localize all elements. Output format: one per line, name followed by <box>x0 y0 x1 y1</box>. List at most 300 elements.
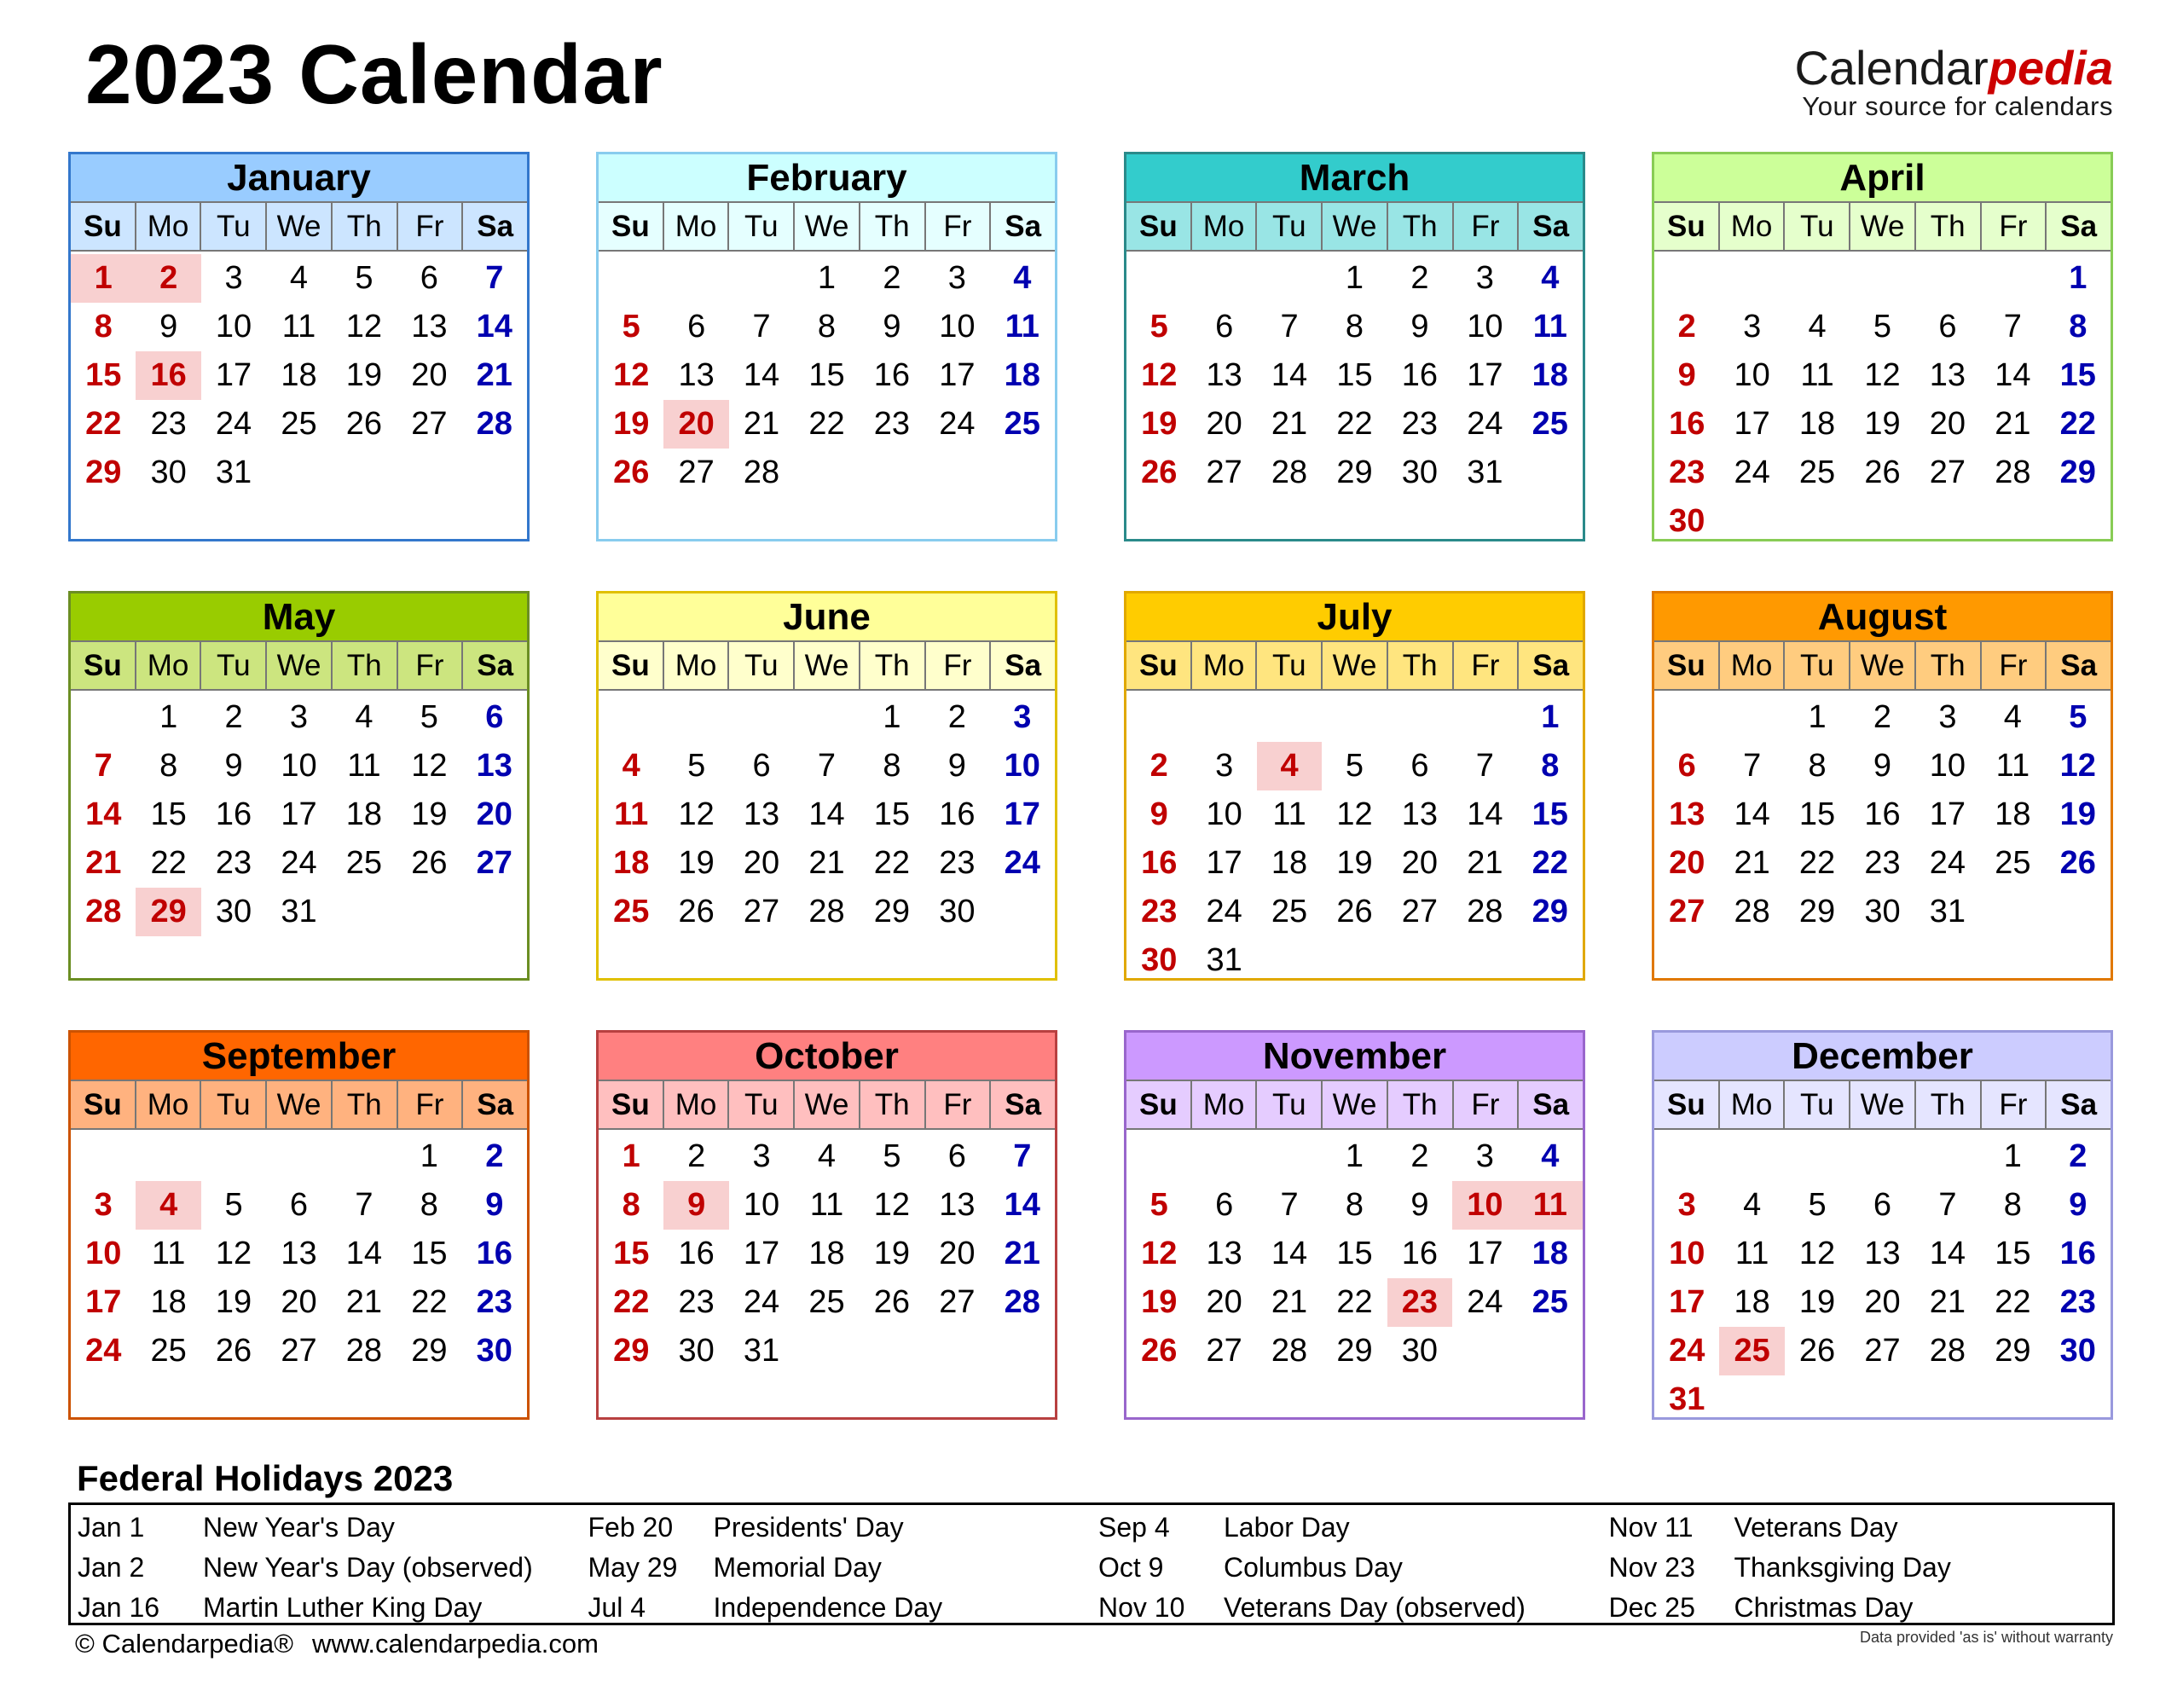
day-cell[interactable]: 31 <box>1467 455 1503 490</box>
day-cell[interactable]: 20 <box>1206 1284 1242 1320</box>
day-cell[interactable]: 13 <box>939 1187 976 1223</box>
day-cell-holiday[interactable]: 10 <box>1452 1181 1517 1230</box>
day-cell[interactable]: 16 <box>1401 1236 1439 1271</box>
day-cell[interactable]: 16 <box>1864 796 1901 832</box>
day-cell[interactable]: 21 <box>1004 1236 1040 1271</box>
day-cell[interactable]: 25 <box>1532 1284 1568 1320</box>
day-cell[interactable]: 4 <box>1013 260 1032 296</box>
day-cell[interactable]: 10 <box>1467 309 1503 344</box>
day-cell[interactable]: 15 <box>613 1236 650 1271</box>
day-cell[interactable]: 2 <box>485 1138 504 1174</box>
day-cell[interactable]: 7 <box>1013 1138 1032 1174</box>
day-cell[interactable]: 19 <box>1141 1284 1178 1320</box>
day-cell[interactable]: 3 <box>1938 699 1957 735</box>
day-cell[interactable]: 19 <box>1141 406 1178 442</box>
day-cell[interactable]: 24 <box>85 1333 122 1369</box>
day-cell[interactable]: 12 <box>411 748 448 784</box>
day-cell[interactable]: 26 <box>345 406 383 442</box>
day-cell[interactable]: 22 <box>411 1284 448 1320</box>
day-cell[interactable]: 14 <box>1004 1187 1040 1223</box>
day-cell[interactable]: 13 <box>1929 357 1966 393</box>
day-cell[interactable]: 15 <box>1995 1236 2031 1271</box>
day-cell[interactable]: 27 <box>743 894 780 929</box>
day-cell[interactable]: 30 <box>2059 1333 2096 1369</box>
brand-logo[interactable] <box>1794 41 2113 121</box>
day-cell[interactable]: 29 <box>411 1333 448 1369</box>
day-cell[interactable]: 6 <box>1677 748 1696 784</box>
day-cell[interactable]: 7 <box>2003 309 2022 344</box>
day-cell[interactable]: 13 <box>411 309 448 344</box>
day-cell[interactable]: 19 <box>678 845 715 881</box>
day-cell[interactable]: 8 <box>94 309 113 344</box>
day-cell[interactable]: 7 <box>1475 748 1494 784</box>
day-cell[interactable]: 5 <box>1149 1187 1168 1223</box>
day-cell[interactable]: 29 <box>873 894 911 929</box>
day-cell[interactable]: 4 <box>622 748 640 784</box>
day-cell[interactable]: 6 <box>947 1138 966 1174</box>
day-cell[interactable]: 14 <box>1271 1236 1308 1271</box>
day-cell[interactable]: 1 <box>817 260 837 296</box>
day-cell[interactable]: 11 <box>1800 357 1834 393</box>
day-cell[interactable]: 23 <box>678 1284 715 1320</box>
day-cell[interactable]: 15 <box>1336 1236 1373 1271</box>
day-cell[interactable]: 31 <box>281 894 317 929</box>
day-cell[interactable]: 18 <box>150 1284 187 1320</box>
day-cell[interactable]: 15 <box>85 357 122 393</box>
day-cell[interactable]: 17 <box>281 796 317 832</box>
day-cell[interactable]: 5 <box>2069 699 2087 735</box>
day-cell[interactable]: 27 <box>281 1333 317 1369</box>
day-cell[interactable]: 24 <box>1734 455 1770 490</box>
day-cell[interactable]: 17 <box>1669 1284 1705 1320</box>
day-cell[interactable]: 7 <box>1743 748 1762 784</box>
day-cell[interactable]: 25 <box>1798 455 1836 490</box>
day-cell[interactable]: 23 <box>1401 406 1439 442</box>
day-cell[interactable]: 9 <box>2069 1187 2087 1223</box>
day-cell[interactable]: 27 <box>1864 1333 1901 1369</box>
day-cell[interactable]: 27 <box>678 455 715 490</box>
day-cell[interactable]: 21 <box>1271 406 1308 442</box>
day-cell[interactable]: 11 <box>1995 748 2030 784</box>
day-cell[interactable]: 24 <box>281 845 317 881</box>
day-cell[interactable]: 10 <box>743 1187 780 1223</box>
day-cell[interactable]: 29 <box>613 1333 650 1369</box>
day-cell[interactable]: 28 <box>1929 1333 1966 1369</box>
day-cell[interactable]: 26 <box>1141 455 1178 490</box>
day-cell[interactable]: 20 <box>1206 406 1242 442</box>
day-cell[interactable]: 28 <box>1004 1284 1040 1320</box>
day-cell[interactable]: 11 <box>151 1236 186 1271</box>
day-cell[interactable]: 14 <box>808 796 845 832</box>
day-cell[interactable]: 11 <box>1532 309 1567 344</box>
day-cell[interactable]: 18 <box>808 1236 845 1271</box>
day-cell[interactable]: 1 <box>622 1138 640 1174</box>
day-cell[interactable]: 16 <box>215 796 252 832</box>
day-cell[interactable]: 23 <box>939 845 976 881</box>
day-cell-holiday[interactable]: 23 <box>1387 1278 1452 1327</box>
day-cell[interactable]: 11 <box>1734 1236 1769 1271</box>
day-cell[interactable]: 3 <box>224 260 243 296</box>
day-cell[interactable]: 24 <box>1929 845 1966 881</box>
day-cell[interactable]: 22 <box>1336 406 1373 442</box>
day-cell[interactable]: 10 <box>215 309 252 344</box>
day-cell[interactable]: 20 <box>281 1284 317 1320</box>
day-cell[interactable]: 20 <box>411 357 448 393</box>
day-cell[interactable]: 4 <box>1541 1138 1560 1174</box>
day-cell[interactable]: 28 <box>1995 455 2031 490</box>
day-cell[interactable]: 5 <box>1808 1187 1827 1223</box>
day-cell-holiday[interactable]: 25 <box>1719 1327 1784 1375</box>
day-cell[interactable]: 17 <box>1004 796 1040 832</box>
day-cell[interactable]: 4 <box>1808 309 1827 344</box>
day-cell[interactable]: 8 <box>1345 1187 1364 1223</box>
day-cell[interactable]: 24 <box>1467 406 1503 442</box>
day-cell[interactable]: 23 <box>150 406 187 442</box>
day-cell[interactable]: 13 <box>678 357 715 393</box>
day-cell[interactable]: 1 <box>1345 1138 1364 1174</box>
day-cell[interactable]: 25 <box>345 845 383 881</box>
day-cell[interactable]: 11 <box>614 796 649 832</box>
day-cell[interactable]: 2 <box>1410 260 1429 296</box>
day-cell[interactable]: 8 <box>420 1187 438 1223</box>
day-cell[interactable]: 21 <box>85 845 122 881</box>
day-cell[interactable]: 8 <box>2003 1187 2022 1223</box>
day-cell[interactable]: 22 <box>150 845 187 881</box>
day-cell[interactable]: 28 <box>85 894 122 929</box>
day-cell[interactable]: 22 <box>613 1284 650 1320</box>
day-cell[interactable]: 26 <box>873 1284 911 1320</box>
day-cell[interactable]: 12 <box>678 796 715 832</box>
day-cell[interactable]: 12 <box>345 309 383 344</box>
day-cell[interactable]: 21 <box>743 406 780 442</box>
day-cell[interactable]: 2 <box>1149 748 1168 784</box>
day-cell[interactable]: 17 <box>1929 796 1966 832</box>
day-cell-holiday[interactable]: 20 <box>663 400 728 449</box>
day-cell[interactable]: 27 <box>939 1284 976 1320</box>
day-cell[interactable]: 2 <box>224 699 243 735</box>
day-cell[interactable]: 22 <box>85 406 122 442</box>
day-cell[interactable]: 2 <box>947 699 966 735</box>
day-cell[interactable]: 26 <box>1864 455 1901 490</box>
day-cell[interactable]: 14 <box>1467 796 1503 832</box>
day-cell[interactable]: 24 <box>939 406 976 442</box>
day-cell[interactable]: 16 <box>1401 357 1439 393</box>
day-cell[interactable]: 17 <box>1467 357 1503 393</box>
day-cell[interactable]: 29 <box>1336 1333 1373 1369</box>
day-cell[interactable]: 12 <box>873 1187 911 1223</box>
day-cell[interactable]: 30 <box>215 894 252 929</box>
day-cell[interactable]: 14 <box>476 309 512 344</box>
day-cell[interactable]: 23 <box>2059 1284 2096 1320</box>
day-cell[interactable]: 21 <box>1995 406 2031 442</box>
day-cell[interactable]: 14 <box>345 1236 383 1271</box>
day-cell[interactable]: 10 <box>1669 1236 1705 1271</box>
day-cell[interactable]: 26 <box>2059 845 2096 881</box>
day-cell[interactable]: 8 <box>1808 748 1827 784</box>
day-cell[interactable]: 3 <box>1475 260 1494 296</box>
day-cell[interactable]: 8 <box>883 748 901 784</box>
day-cell[interactable]: 2 <box>1410 1138 1429 1174</box>
day-cell[interactable]: 25 <box>808 1284 845 1320</box>
day-cell-holiday[interactable]: 2 <box>136 254 200 303</box>
day-cell[interactable]: 17 <box>215 357 252 393</box>
day-cell-holiday[interactable]: 1 <box>71 254 136 303</box>
day-cell[interactable]: 30 <box>150 455 187 490</box>
day-cell[interactable]: 2 <box>687 1138 706 1174</box>
day-cell[interactable]: 26 <box>678 894 715 929</box>
day-cell[interactable]: 15 <box>411 1236 448 1271</box>
day-cell[interactable]: 7 <box>485 260 504 296</box>
day-cell[interactable]: 6 <box>687 309 706 344</box>
day-cell[interactable]: 19 <box>613 406 650 442</box>
day-cell[interactable]: 22 <box>1532 845 1568 881</box>
day-cell[interactable]: 23 <box>215 845 252 881</box>
day-cell[interactable]: 30 <box>1401 455 1439 490</box>
day-cell[interactable]: 28 <box>476 406 512 442</box>
day-cell[interactable]: 26 <box>411 845 448 881</box>
day-cell[interactable]: 30 <box>1669 503 1705 539</box>
day-cell[interactable]: 26 <box>1798 1333 1836 1369</box>
day-cell[interactable]: 27 <box>476 845 512 881</box>
day-cell[interactable]: 14 <box>85 796 122 832</box>
day-cell[interactable]: 21 <box>1271 1284 1308 1320</box>
day-cell[interactable]: 1 <box>883 699 901 735</box>
day-cell[interactable]: 14 <box>743 357 780 393</box>
day-cell[interactable]: 25 <box>1995 845 2031 881</box>
day-cell[interactable]: 5 <box>1149 309 1168 344</box>
day-cell[interactable]: 22 <box>1798 845 1836 881</box>
day-cell[interactable]: 13 <box>476 748 512 784</box>
day-cell[interactable]: 3 <box>1013 699 1032 735</box>
day-cell[interactable]: 6 <box>1873 1187 1892 1223</box>
day-cell[interactable]: 20 <box>1864 1284 1901 1320</box>
day-cell[interactable]: 6 <box>420 260 438 296</box>
day-cell[interactable]: 29 <box>85 455 122 490</box>
day-cell[interactable]: 19 <box>1798 1284 1836 1320</box>
day-cell[interactable]: 24 <box>1206 894 1242 929</box>
day-cell[interactable]: 16 <box>2059 1236 2096 1271</box>
day-cell[interactable]: 4 <box>817 1138 837 1174</box>
day-cell[interactable]: 12 <box>2059 748 2096 784</box>
day-cell[interactable]: 1 <box>2069 260 2087 296</box>
day-cell[interactable]: 27 <box>1929 455 1966 490</box>
day-cell[interactable]: 9 <box>883 309 901 344</box>
day-cell[interactable]: 8 <box>1541 748 1560 784</box>
day-cell[interactable]: 13 <box>281 1236 317 1271</box>
day-cell[interactable]: 29 <box>1995 1333 2031 1369</box>
day-cell[interactable]: 18 <box>1532 1236 1568 1271</box>
day-cell[interactable]: 18 <box>1798 406 1836 442</box>
day-cell[interactable]: 13 <box>1669 796 1705 832</box>
day-cell[interactable]: 6 <box>1215 1187 1234 1223</box>
day-cell[interactable]: 19 <box>345 357 383 393</box>
day-cell[interactable]: 13 <box>1864 1236 1901 1271</box>
day-cell[interactable]: 20 <box>1401 845 1439 881</box>
day-cell[interactable]: 28 <box>345 1333 383 1369</box>
day-cell[interactable]: 3 <box>94 1187 113 1223</box>
day-cell[interactable]: 21 <box>345 1284 383 1320</box>
day-cell[interactable]: 7 <box>752 309 771 344</box>
day-cell[interactable]: 18 <box>1532 357 1568 393</box>
day-cell[interactable]: 22 <box>873 845 911 881</box>
day-cell[interactable]: 9 <box>224 748 243 784</box>
day-cell[interactable]: 7 <box>94 748 113 784</box>
day-cell[interactable]: 31 <box>1929 894 1966 929</box>
day-cell[interactable]: 11 <box>1272 796 1306 832</box>
day-cell[interactable]: 16 <box>476 1236 512 1271</box>
day-cell[interactable]: 24 <box>1004 845 1040 881</box>
day-cell[interactable]: 9 <box>159 309 178 344</box>
day-cell[interactable]: 29 <box>2059 455 2096 490</box>
day-cell-holiday[interactable]: 16 <box>136 351 200 400</box>
day-cell[interactable]: 24 <box>215 406 252 442</box>
day-cell[interactable]: 15 <box>1336 357 1373 393</box>
day-cell[interactable]: 22 <box>808 406 845 442</box>
day-cell[interactable]: 19 <box>873 1236 911 1271</box>
day-cell[interactable]: 13 <box>1206 357 1242 393</box>
day-cell[interactable]: 3 <box>1743 309 1762 344</box>
day-cell[interactable]: 7 <box>355 1187 373 1223</box>
day-cell-holiday[interactable]: 9 <box>663 1181 728 1230</box>
day-cell[interactable]: 2 <box>2069 1138 2087 1174</box>
day-cell[interactable]: 27 <box>1401 894 1439 929</box>
day-cell[interactable]: 12 <box>1336 796 1373 832</box>
day-cell[interactable]: 19 <box>215 1284 252 1320</box>
day-cell[interactable]: 23 <box>1141 894 1178 929</box>
day-cell[interactable]: 17 <box>1206 845 1242 881</box>
day-cell[interactable]: 1 <box>1345 260 1364 296</box>
day-cell[interactable]: 13 <box>1401 796 1439 832</box>
day-cell[interactable]: 13 <box>1206 1236 1242 1271</box>
day-cell[interactable]: 1 <box>420 1138 438 1174</box>
day-cell[interactable]: 4 <box>1743 1187 1762 1223</box>
day-cell[interactable]: 8 <box>622 1187 640 1223</box>
day-cell[interactable]: 23 <box>1864 845 1901 881</box>
day-cell[interactable]: 13 <box>743 796 780 832</box>
day-cell[interactable]: 29 <box>1798 894 1836 929</box>
day-cell[interactable]: 5 <box>1873 309 1892 344</box>
day-cell[interactable]: 6 <box>1410 748 1429 784</box>
day-cell[interactable]: 17 <box>1734 406 1770 442</box>
day-cell[interactable]: 19 <box>411 796 448 832</box>
day-cell[interactable]: 15 <box>808 357 845 393</box>
day-cell[interactable]: 22 <box>1995 1284 2031 1320</box>
day-cell[interactable]: 23 <box>873 406 911 442</box>
day-cell[interactable]: 23 <box>1669 455 1705 490</box>
day-cell[interactable]: 6 <box>289 1187 309 1223</box>
day-cell[interactable]: 20 <box>939 1236 976 1271</box>
day-cell[interactable]: 9 <box>947 748 966 784</box>
day-cell[interactable]: 26 <box>613 455 650 490</box>
day-cell[interactable]: 31 <box>743 1333 780 1369</box>
day-cell[interactable]: 30 <box>939 894 976 929</box>
day-cell[interactable]: 6 <box>1215 309 1234 344</box>
day-cell[interactable]: 10 <box>939 309 976 344</box>
day-cell[interactable]: 20 <box>743 845 780 881</box>
day-cell[interactable]: 2 <box>1873 699 1892 735</box>
day-cell[interactable]: 5 <box>355 260 373 296</box>
day-cell[interactable]: 16 <box>1669 406 1705 442</box>
day-cell[interactable]: 3 <box>289 699 309 735</box>
day-cell[interactable]: 30 <box>1401 1333 1439 1369</box>
day-cell[interactable]: 12 <box>1141 357 1178 393</box>
day-cell[interactable]: 15 <box>2059 357 2096 393</box>
day-cell[interactable]: 27 <box>1206 1333 1242 1369</box>
day-cell[interactable]: 5 <box>622 309 640 344</box>
day-cell[interactable]: 12 <box>1864 357 1901 393</box>
day-cell[interactable]: 19 <box>1864 406 1901 442</box>
day-cell[interactable]: 26 <box>1141 1333 1178 1369</box>
day-cell[interactable]: 17 <box>743 1236 780 1271</box>
day-cell[interactable]: 28 <box>1271 455 1308 490</box>
day-cell[interactable]: 3 <box>1215 748 1234 784</box>
day-cell[interactable]: 19 <box>2059 796 2096 832</box>
day-cell[interactable]: 7 <box>1280 309 1299 344</box>
day-cell[interactable]: 3 <box>1677 1187 1696 1223</box>
day-cell[interactable]: 18 <box>1734 1284 1770 1320</box>
day-cell[interactable]: 30 <box>1864 894 1901 929</box>
day-cell[interactable]: 8 <box>159 748 178 784</box>
day-cell[interactable]: 2 <box>1677 309 1696 344</box>
day-cell[interactable]: 15 <box>1798 796 1836 832</box>
day-cell[interactable]: 25 <box>1271 894 1308 929</box>
day-cell[interactable]: 28 <box>1734 894 1770 929</box>
day-cell[interactable]: 15 <box>150 796 187 832</box>
day-cell[interactable]: 25 <box>1532 406 1568 442</box>
day-cell[interactable]: 29 <box>1336 455 1373 490</box>
day-cell[interactable]: 10 <box>1004 748 1040 784</box>
day-cell-holiday[interactable]: 4 <box>1257 742 1322 790</box>
day-cell[interactable]: 30 <box>1141 942 1178 978</box>
day-cell[interactable]: 14 <box>1929 1236 1966 1271</box>
day-cell[interactable]: 1 <box>1808 699 1827 735</box>
day-cell[interactable]: 24 <box>1467 1284 1503 1320</box>
day-cell[interactable]: 16 <box>939 796 976 832</box>
day-cell[interactable]: 26 <box>215 1333 252 1369</box>
day-cell[interactable]: 31 <box>1206 942 1242 978</box>
day-cell[interactable]: 9 <box>1873 748 1892 784</box>
day-cell[interactable]: 30 <box>476 1333 512 1369</box>
day-cell[interactable]: 17 <box>939 357 976 393</box>
day-cell[interactable]: 6 <box>752 748 771 784</box>
day-cell[interactable]: 18 <box>1004 357 1040 393</box>
day-cell[interactable]: 5 <box>420 699 438 735</box>
day-cell[interactable]: 7 <box>1938 1187 1957 1223</box>
day-cell[interactable]: 11 <box>1005 309 1039 344</box>
day-cell[interactable]: 20 <box>1669 845 1705 881</box>
day-cell[interactable]: 17 <box>85 1284 122 1320</box>
day-cell[interactable]: 26 <box>1336 894 1373 929</box>
day-cell[interactable]: 10 <box>1206 796 1242 832</box>
day-cell[interactable]: 3 <box>752 1138 771 1174</box>
day-cell[interactable]: 21 <box>1929 1284 1966 1320</box>
day-cell[interactable]: 9 <box>1149 796 1168 832</box>
day-cell[interactable]: 8 <box>1345 309 1364 344</box>
day-cell[interactable]: 10 <box>281 748 317 784</box>
day-cell[interactable]: 21 <box>1467 845 1503 881</box>
day-cell[interactable]: 17 <box>1467 1236 1503 1271</box>
day-cell[interactable]: 21 <box>476 357 512 393</box>
day-cell[interactable]: 21 <box>808 845 845 881</box>
day-cell[interactable]: 6 <box>485 699 504 735</box>
footer-url[interactable]: www.calendarpedia.com <box>311 1629 599 1659</box>
day-cell[interactable]: 27 <box>1206 455 1242 490</box>
day-cell[interactable]: 11 <box>281 309 316 344</box>
day-cell[interactable]: 14 <box>1734 796 1770 832</box>
day-cell[interactable]: 7 <box>1280 1187 1299 1223</box>
day-cell[interactable]: 15 <box>873 796 911 832</box>
day-cell[interactable]: 1 <box>1541 699 1560 735</box>
